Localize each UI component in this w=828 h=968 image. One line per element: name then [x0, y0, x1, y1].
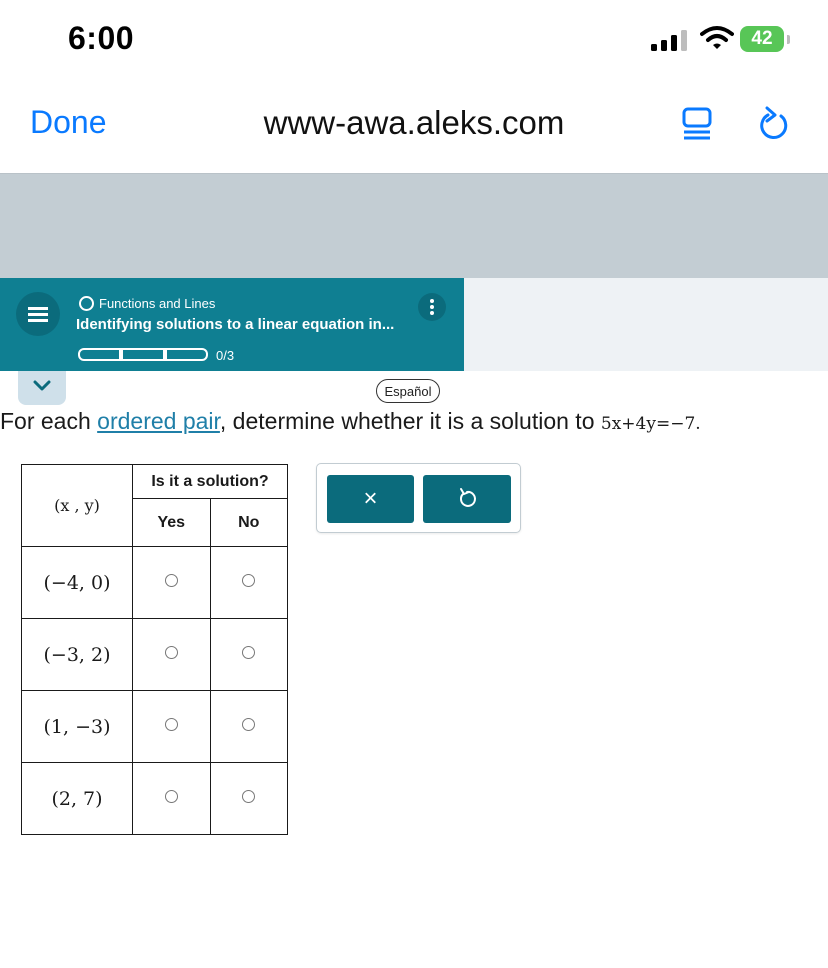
more-icon-dot: [430, 299, 434, 303]
header-side-panel: [464, 278, 828, 371]
question-text: [0, 408, 701, 435]
progress-bar: [78, 348, 210, 361]
yes-option-cell[interactable]: [133, 691, 211, 763]
progress-segment: [121, 348, 165, 361]
url-display[interactable]: www-awa.aleks.com: [263, 104, 565, 141]
yes-option-cell[interactable]: [133, 547, 211, 619]
status-time: 6:00: [68, 20, 135, 56]
progress-count: 0/3: [216, 348, 235, 363]
no-radio[interactable]: [242, 790, 255, 803]
topic-title: Identifying solutions to a linear equation in...: [76, 316, 395, 333]
more-icon-dot: [430, 311, 434, 315]
progress-segment: [165, 348, 208, 361]
yes-radio[interactable]: [165, 646, 178, 659]
yes-radio[interactable]: [165, 574, 178, 587]
no-radio[interactable]: [242, 718, 255, 731]
no-option-cell[interactable]: [210, 763, 288, 835]
table-row: [22, 763, 288, 835]
no-column-header: No: [210, 499, 288, 547]
yes-radio[interactable]: [165, 718, 178, 731]
page-banner-area: [0, 174, 828, 278]
menu-button[interactable]: [16, 292, 60, 336]
reload-icon[interactable]: [756, 106, 792, 144]
menu-icon-bar: [28, 307, 48, 310]
reader-view-icon[interactable]: [680, 106, 716, 142]
done-button[interactable]: Done: [30, 104, 107, 140]
yes-column-header: Yes: [133, 499, 211, 547]
clear-button[interactable]: ×: [327, 475, 414, 523]
battery-indicator: [740, 26, 792, 53]
solution-column-header: Is it a solution?: [133, 465, 288, 499]
ordered-pair: (1, −3): [22, 691, 133, 763]
yes-option-cell[interactable]: [133, 763, 211, 835]
topic-status-icon: [79, 296, 94, 311]
collapse-header-button[interactable]: [18, 371, 66, 405]
wifi-icon: [700, 25, 734, 51]
table-row: [22, 619, 288, 691]
question-suffix: , determine whether it is a solution to: [219, 408, 601, 434]
chevron-down-icon: [18, 371, 66, 405]
yes-radio[interactable]: [165, 790, 178, 803]
cellular-signal-icon: [651, 30, 691, 52]
battery-tip: [787, 35, 790, 44]
menu-icon-bar: [28, 313, 48, 316]
ordered-pair-link[interactable]: ordered pair: [97, 408, 220, 434]
no-option-cell[interactable]: [210, 619, 288, 691]
ordered-pair: (−4, 0): [22, 547, 133, 619]
more-options-button[interactable]: [418, 293, 446, 321]
no-option-cell[interactable]: [210, 547, 288, 619]
answer-table: [21, 464, 288, 835]
undo-button[interactable]: [423, 475, 511, 523]
ordered-pair: (−3, 2): [22, 619, 133, 691]
progress-segment: [78, 348, 121, 361]
no-radio[interactable]: [242, 574, 255, 587]
more-icon-dot: [430, 305, 434, 309]
ordered-pair: (2, 7): [22, 763, 133, 835]
pair-column-header: (x , y): [22, 465, 133, 547]
yes-option-cell[interactable]: [133, 619, 211, 691]
no-option-cell[interactable]: [210, 691, 288, 763]
equation: 5x+4y=−7.: [600, 414, 701, 434]
language-toggle-button[interactable]: Español: [376, 379, 440, 403]
undo-icon: [423, 475, 511, 523]
table-row: [22, 691, 288, 763]
question-prefix: For each: [0, 408, 98, 434]
no-radio[interactable]: [242, 646, 255, 659]
table-row: [22, 547, 288, 619]
menu-icon-bar: [28, 319, 48, 322]
topic-category: Functions and Lines: [99, 296, 216, 311]
battery-level: 42: [740, 26, 784, 52]
